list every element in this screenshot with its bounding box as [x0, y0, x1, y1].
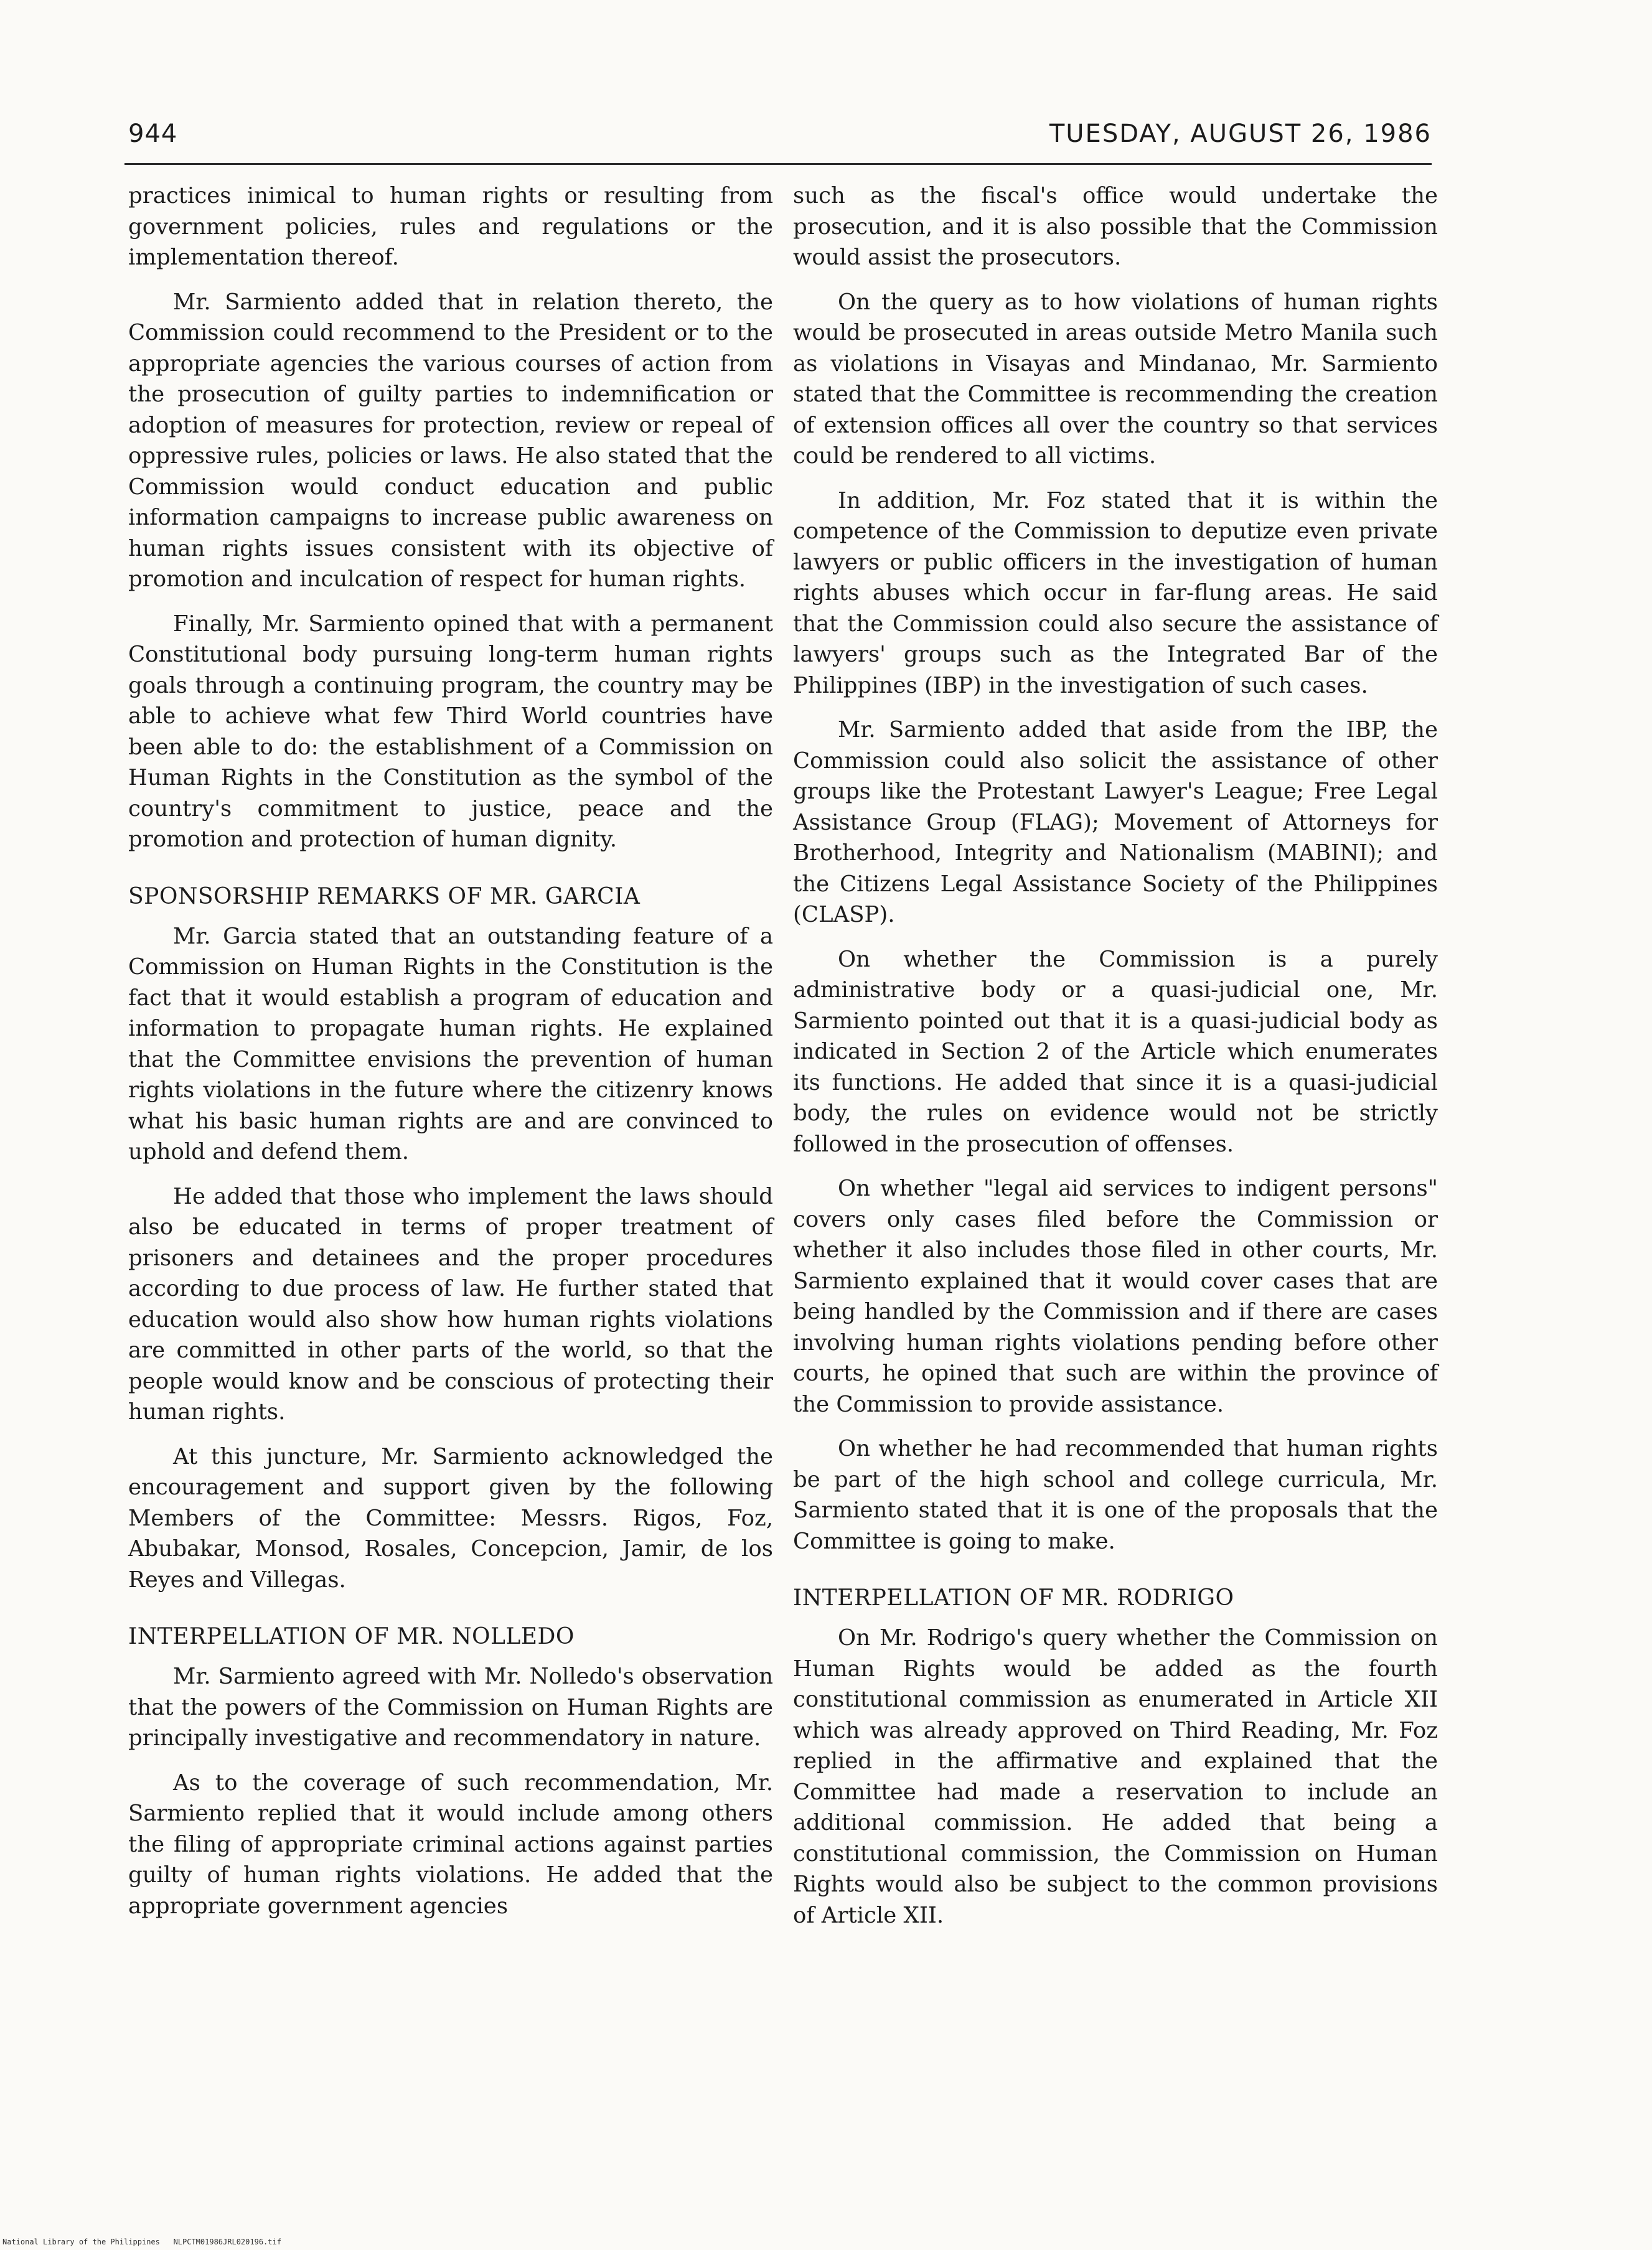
- paragraph: He added that those who implement the laws should also be educated in terms of proper treatment of prisoners and detainees and the proper procedures according to due process of law. He further stated that education would also show how human rights violations are committed in other parts of the world, so that the people would know and be conscious of protecting their human rights.: [128, 1183, 773, 1425]
- paragraph: Mr. Sarmiento agreed with Mr. Nolledo's observation that the powers of the Commission on Human Rights are principally investigative and recommendatory in nature.: [128, 1664, 773, 1751]
- paragraph: As to the coverage of such recommendation, Mr. Sarmiento replied that it would include among others the filing of appropriate criminal actions against parties guilty of human rights violations. He added that the appropriate government agencies: [128, 1770, 773, 1919]
- page-number: 944: [128, 120, 178, 148]
- header-rule: [124, 163, 1432, 165]
- paragraph: Mr. Garcia stated that an outstanding feature of a Commission on Human Rights in the Constitution is the fact that it would establish a program of education and information to propagate human rights. He explained that the Committee envisions the prevention of human rights violations in the future where the citizenry knows what his basic human rights are and are convinced to uphold and defend them.: [128, 923, 773, 1165]
- paragraph: On whether the Commission is a purely administrative body or a quasi-judicial one, Mr. Sarmiento pointed out that it is a quasi-judicial body as indicated in Section 2 of the Article which enumerates its functions. He added that since it is a quasi-judicial body, the rules on evidence would not be strictly followed in the prosecution of offenses.: [793, 946, 1438, 1157]
- page-date: TUESDAY, AUGUST 26, 1986: [1049, 120, 1432, 148]
- section-heading: INTERPELLATION OF MR. RODRIGO: [793, 1585, 1234, 1611]
- library-name: National Library of the Philippines: [2, 2238, 160, 2246]
- paragraph: On the query as to how violations of human rights would be prosecuted in areas outside Metro Manila such as violations in Visayas and Mindanao, Mr. Sarmiento stated that the Committee is recommending the creation of extension offices all over the country so that services could be rendered to all victims.: [793, 289, 1438, 469]
- scan-footer: [2, 2238, 281, 2246]
- paragraph: Finally, Mr. Sarmiento opined that with a permanent Constitutional body pursuing long-term human rights goals through a continuing program, the country may be able to achieve what few Third World countries have been able to do: the establishment of a Commission on Human Rights in the Constitution as the symbol of the country's commitment to justice, peace and the promotion and protection of human dignity.: [128, 611, 773, 852]
- paragraph: such as the fiscal's office would undertake the prosecution, and it is also possible that the Commission would assist the prosecutors.: [793, 183, 1438, 270]
- section-heading: INTERPELLATION OF MR. NOLLEDO: [128, 1624, 575, 1649]
- paragraph: At this juncture, Mr. Sarmiento acknowledged the encouragement and support given by the following Members of the Committee: Messrs. Rigos, Foz, Abubakar, Monsod, Rosales, Concepcion, Jamir, de los Reyes and Villegas.: [128, 1443, 773, 1593]
- paragraph: On Mr. Rodrigo's query whether the Commission on Human Rights would be added as the fourth constitutional commission as enumerated in Article XII which was already approved on Third Reading, Mr. Foz replied in the affirmative and explained that the Committee had made a reservation to include an additional commission. He added that being a constitutional commission, the Commission on Human Rights would also be subject to the common provisions of Article XII.: [793, 1625, 1438, 1928]
- paragraph: Mr. Sarmiento added that aside from the IBP, the Commission could also solicit the assistance of other groups like the Protestant Lawyer's League; Free Legal Assistance Group (FLAG); Movement of Attorneys for Brotherhood, Integrity and Nationalism (MABINI); and the Citizens Legal Assistance Society of the Philippines (CLASP).: [793, 717, 1438, 927]
- section-heading: SPONSORSHIP REMARKS OF MR. GARCIA: [128, 883, 641, 909]
- paragraph: Mr. Sarmiento added that in relation thereto, the Commission could recommend to the President or to the appropriate agencies the various courses of action from the prosecution of guilty parties to indemnification or adoption of measures for protection, review or repeal of oppressive rules, policies or laws. He also stated that the Commission would conduct education and public information campaigns to increase public awareness on human rights issues consistent with its objective of promotion and inculcation of respect for human rights.: [128, 289, 773, 592]
- paragraph: On whether he had recommended that human rights be part of the high school and college curricula, Mr. Sarmiento stated that it is one of the proposals that the Committee is going to make.: [793, 1436, 1438, 1554]
- left-column: [128, 180, 773, 1935]
- paragraph: practices inimical to human rights or resulting from government policies, rules and regulations or the implementation thereof.: [128, 183, 773, 270]
- file-id: NLPCTM01986JRL020196.tif: [173, 2238, 281, 2246]
- right-column: [793, 180, 1438, 1944]
- paragraph: In addition, Mr. Foz stated that it is within the competence of the Commission to deputize even private lawyers or public officers in the investigation of human rights abuses which occur in far-flung areas. He said that the Commission could also secure the assistance of lawyers' groups such as the Integrated Bar of the Philippines (IBP) in the investigation of such cases.: [793, 487, 1438, 698]
- paragraph: On whether "legal aid services to indigent persons" covers only cases filed before the Commission or whether it also includes those filed in other courts, Mr. Sarmiento explained that it would cover cases that are being handled by the Commission and if there are cases involving human rights violations pending before other courts, he opined that such are within the province of the Commission to provide assistance.: [793, 1176, 1438, 1417]
